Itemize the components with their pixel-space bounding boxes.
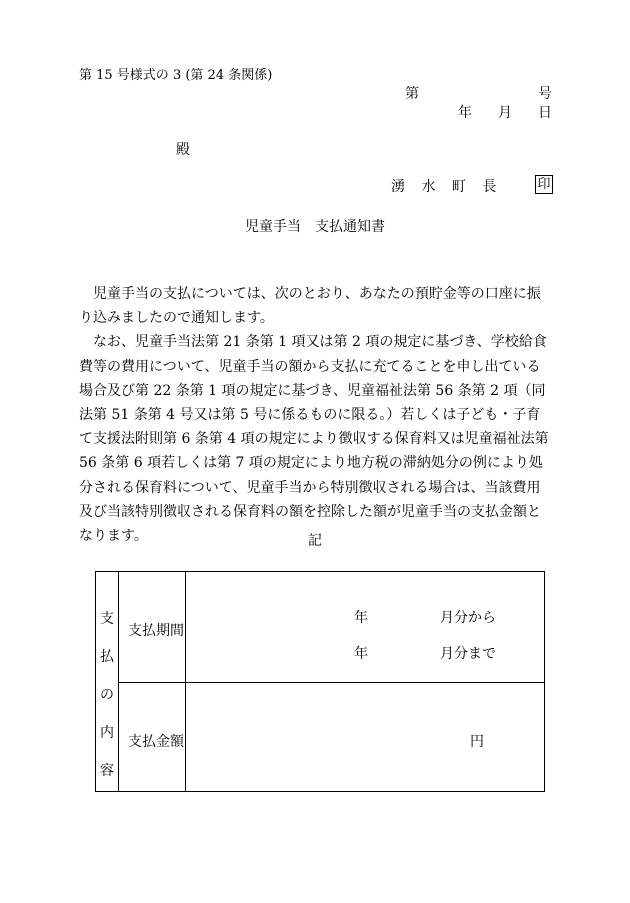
payment-amount-label: 支払金額	[128, 734, 184, 750]
document-number-suffix: 号	[538, 86, 552, 102]
body-paragraph: なお、児童手当法第 21 条第 1 項又は第 2 項の規定に基づき、学校給食費等の費用について、児童手当の額から支払に充てることを申し出ている場合及び第 22 条第 1 項の規定に基づき、児童福祉法第 56 条第 2 項（同法第 51 条第 4 号又は第 5 号に係るものに限る。）若しくは子ども・子育て支援法附則第 6 条第 4 項の規定により徴収する保育料又は児童福祉法第 56 条第 6 項若しくは第 7 項の規定により地方税の滞納処分の例により処分される保育料について、児童手当から特別徴収される場合は、当該費用及び当該特別徴収される保育料の額を控除した額が児童手当の支払金額となります。	[79, 334, 549, 545]
document-number-prefix: 第	[405, 86, 419, 102]
addressee-suffix: 殿	[176, 142, 190, 158]
period-to-month: 月分まで	[440, 646, 496, 662]
body-text	[79, 282, 554, 548]
date-month-label: 月	[498, 105, 512, 121]
period-from-year: 年	[354, 610, 368, 626]
side-label-char: 内	[100, 725, 114, 741]
period-from-month: 月分から	[440, 610, 496, 626]
ki-heading: 記	[308, 533, 322, 549]
form-number: 第 15 号様式の 3 (第 24 条関係)	[79, 68, 273, 83]
amount-unit: 円	[470, 734, 484, 750]
body-paragraph: 児童手当の支払については、次のとおり、あなたの預貯金等の口座に振り込みましたので通知します。	[79, 286, 541, 327]
period-to-year: 年	[354, 646, 368, 662]
payment-period-label: 支払期間	[128, 623, 184, 639]
payment-details-side-label	[95, 600, 119, 790]
side-label-char: 容	[100, 763, 114, 779]
date-day-label: 日	[538, 105, 552, 121]
seal-mark: 印	[535, 175, 553, 194]
issuer-name: 湧 水 町 長	[391, 179, 503, 195]
side-label-char: 支	[100, 611, 114, 627]
document-title: 児童手当 支払通知書	[245, 219, 385, 235]
table-divider	[118, 682, 545, 683]
side-label-char: の	[100, 687, 114, 703]
side-label-char: 払	[100, 649, 114, 665]
date-year-label: 年	[458, 105, 472, 121]
